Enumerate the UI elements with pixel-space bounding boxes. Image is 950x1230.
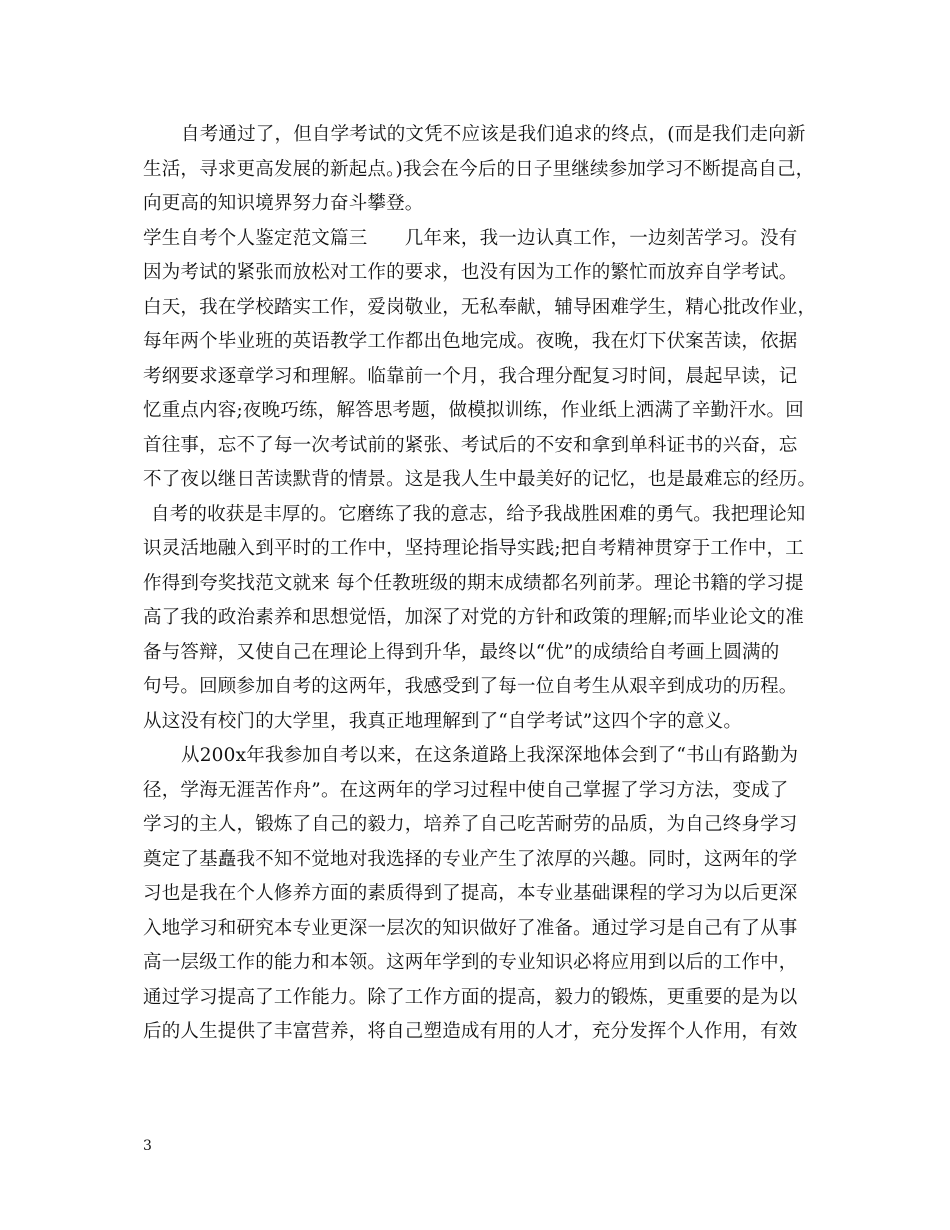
text-line: 识灵活地融入到平时的工作中，坚持理论指导实践;把自考精神贯穿于工作中，工 — [143, 538, 804, 559]
text-line: 不了夜以继日苦读默背的情景。这是我人生中最美好的记忆，也是最难忘的经历。 — [143, 469, 817, 490]
text-line: 备与答辩，又使自己在理论上得到升华，最终以“优”的成绩给自考画上圆满的 — [143, 641, 780, 663]
text-line: 高了我的政治素养和思想觉悟，加深了对党的方针和政策的理解;而毕业论文的准 — [143, 607, 804, 628]
section-heading-line: 学生自考个人鉴定范文篇三 几年来，我一边认真工作，一边刻苦学习。没有 — [143, 227, 798, 249]
text-line: 从这没有校门的大学里，我真正地理解到了“自学考试”这四个字的意义。 — [143, 710, 743, 732]
page-number: 3 — [143, 1138, 152, 1154]
body-text — [143, 118, 823, 1050]
text-line: 径，学海无涯苦作舟”。在这两年的学习过程中使自己掌握了学习方法，变成了 — [143, 779, 789, 801]
text-line: 习也是我在个人修养方面的素质得到了提高，本专业基础课程的学习为以后更深 — [143, 883, 798, 904]
text-line: 考纲要求逐章学习和理解。临靠前一个月，我合理分配复习时间，晨起早读，记 — [143, 365, 798, 387]
text-line: 白天，我在学校踏实工作，爱岗敬业，无私奉献，辅导困难学生，精心批改作业， — [143, 296, 817, 318]
text-line: 因为考试的紧张而放松对工作的要求，也没有因为工作的繁忙而放弃自学考试。 — [143, 262, 798, 283]
text-line: 每年两个毕业班的英语教学工作都出色地完成。夜晚，我在灯下伏案苦读，依据 — [143, 331, 798, 352]
text-line: 奠定了基矗我不知不觉地对我选择的专业产生了浓厚的兴趣。同时，这两年的学 — [143, 848, 798, 870]
text-line: 自考的收获是丰厚的。它磨练了我的意志，给予我战胜困难的勇气。我把理论知 — [151, 503, 806, 525]
text-line: 入地学习和研究本专业更深一层次的知识做好了准备。通过学习是自己有了从事 — [143, 917, 798, 939]
text-line: 生活，寻求更高发展的新起点。)我会在今后的日子里继续参加学习不断提高自己， — [143, 158, 815, 180]
text-line: 自考通过了，但自学考试的文凭不应该是我们追求的终点，(而是我们走向新 — [181, 124, 806, 145]
text-line: 后的人生提供了丰富营养，将自己塑造成有用的人才，充分发挥个人作用，有效 — [143, 1021, 798, 1042]
text-line: 句号。回顾参加自考的这两年，我感受到了每一位自考生从艰辛到成功的历程。 — [143, 676, 798, 697]
text-line: 忆重点内容;夜晚巧练，解答思考题，做模拟训练，作业纸上洒满了辛勤汗水。回 — [143, 400, 804, 421]
text-line: 通过学习提高了工作能力。除了工作方面的提高，毅力的锻炼，更重要的是为以 — [143, 986, 798, 1008]
text-line: 从200x年我参加自考以来，在这条道路上我深深地体会到了“书山有路勤为 — [181, 745, 799, 766]
text-line: 学习的主人，锻炼了自己的毅力，培养了自己吃苦耐劳的品质，为自己终身学习 — [143, 814, 798, 835]
text-line: 作得到夸奖找范文就来 每个任教班级的期末成绩都名列前茅。理论书籍的学习提 — [143, 572, 804, 594]
text-line: 高一层级工作的能力和本领。这两年学到的专业知识必将应用到以后的工作中， — [143, 952, 798, 973]
text-line: 向更高的知识境界努力奋斗攀登。 — [143, 193, 424, 214]
text-line: 首往事，忘不了每一次考试前的紧张、考试后的不安和拿到单科证书的兴奋，忘 — [143, 434, 798, 456]
